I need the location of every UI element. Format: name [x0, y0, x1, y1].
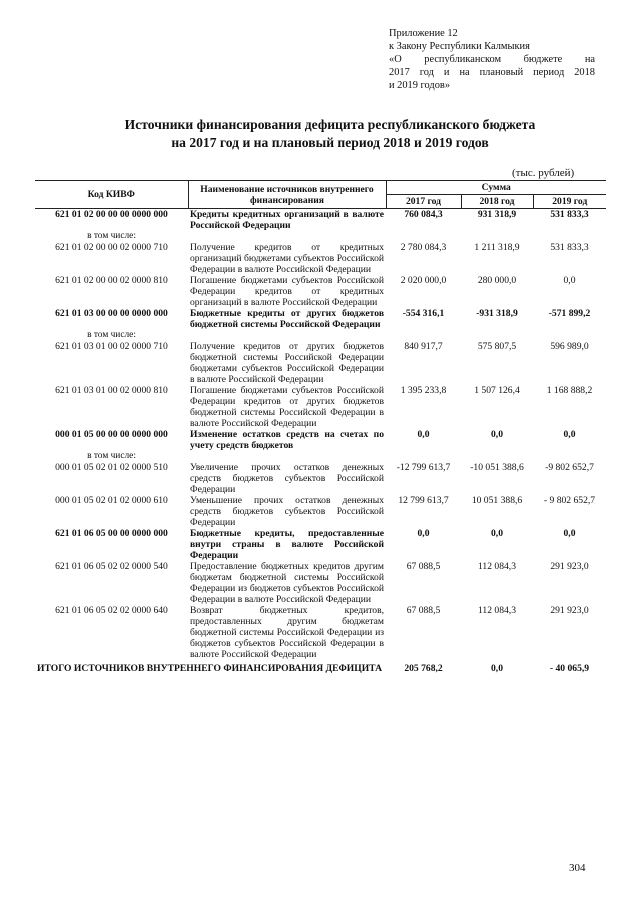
- row-2019: 0,0: [563, 528, 576, 539]
- row-2017: 2 020 000,0: [400, 275, 447, 286]
- row-2017: 760 084,3: [404, 209, 443, 220]
- row-2017: 12 799 613,7: [398, 495, 449, 506]
- row-code: 621 01 06 05 02 02 0000 540: [55, 561, 168, 572]
- row-name: Увеличение прочих остатков денежных средств бюджетов субъектов Российской Федерации: [190, 462, 384, 495]
- appendix-line: 2017 год и на плановый период 2018: [389, 67, 595, 78]
- table-body: [35, 209, 606, 675]
- row-2017: -554 316,1: [402, 308, 445, 319]
- row-name: Погашение бюджетами субъектов Российской Федерации кредитов от кредитных организаций в валюте Российской Федерации: [190, 275, 384, 308]
- table-row: [35, 605, 606, 660]
- row-2018: 575 807,5: [477, 341, 517, 352]
- table-row: [35, 275, 606, 308]
- row-2018: 0,0: [491, 528, 503, 539]
- row-2019: 0,0: [563, 275, 576, 286]
- appendix-line: Приложение 12: [389, 28, 458, 39]
- appendix-line: «О республиканском бюджете на: [389, 54, 595, 65]
- appendix-note: [389, 27, 595, 92]
- subheading-row: [35, 231, 606, 242]
- header-sum: Сумма: [386, 181, 606, 195]
- appendix-line: и 2019 годов»: [389, 80, 451, 91]
- row-2019: 1 168 888,2: [546, 385, 593, 396]
- financing-table: [35, 180, 606, 674]
- subheading-row: [35, 330, 606, 341]
- row-2019: 0,0: [563, 429, 576, 440]
- row-2018: 0,0: [491, 429, 503, 440]
- row-2018: 1 507 126,4: [474, 385, 520, 396]
- row-2019: 291 923,0: [550, 561, 589, 572]
- total-row: [35, 660, 606, 674]
- row-name: Погашение бюджетами субъектов Российской Федерации кредитов от других бюджетов бюджетной системы Российской Федерации в валюте Российской Федерации: [190, 385, 384, 429]
- row-name: Уменьшение прочих остатков денежных средств бюджетов субъектов Российской Федерации: [190, 495, 384, 528]
- row-2019: -571 899,2: [548, 308, 591, 319]
- row-name: Возврат бюджетных кредитов, предоставленных другим бюджетам бюджетной системы Российской Федерации из бюджетов субъектов Российской Федерации в валюте Российской Федерации: [190, 605, 384, 660]
- row-code: 621 01 03 00 00 00 0000 000: [55, 308, 168, 319]
- row-name: Бюджетные кредиты от других бюджетов бюджетной системы Российской Федерации: [190, 308, 384, 330]
- row-code: 000 01 05 02 01 02 0000 610: [55, 495, 168, 506]
- table-row: [35, 561, 606, 605]
- row-name: Изменение остатков средств на счетах по учету средств бюджетов: [190, 429, 384, 451]
- units-label: (тыс. рублей): [512, 167, 575, 179]
- table-row: [35, 462, 606, 495]
- row-2019: 291 923,0: [550, 605, 589, 616]
- row-2019: 531 833,3: [550, 242, 589, 253]
- row-2017: 67 088,5: [406, 605, 441, 616]
- total-label: ИТОГО ИСТОЧНИКОВ ВНУТРЕННЕГО ФИНАНСИРОВАНИЯ ДЕФИЦИТА: [37, 663, 383, 674]
- row-name: Предоставление бюджетных кредитов другим бюджетам бюджетной системы Российской Федерации из бюджетов субъектов Российской Федерации в валюте Российской Федерации: [190, 561, 384, 605]
- table-row: [35, 528, 606, 561]
- appendix-line: к Закону Республики Калмыкия: [389, 41, 530, 52]
- row-2018: 1 211 318,9: [474, 242, 520, 253]
- row-code: 621 01 06 05 00 00 0000 000: [55, 528, 168, 539]
- document-title: [60, 116, 600, 152]
- header-2018: 2018 год: [461, 195, 533, 209]
- row-name: Бюджетные кредиты, предоставленные внутри страны в валюте Российской Федерации: [190, 528, 384, 561]
- including-label: в том числе:: [87, 330, 136, 340]
- header-name: Наименование источников внутреннего финансирования: [188, 181, 386, 209]
- row-code: 000 01 05 00 00 00 0000 000: [55, 429, 168, 440]
- table-row: [35, 242, 606, 275]
- header-code: Код КИВФ: [35, 181, 188, 209]
- row-2017: 0,0: [417, 528, 430, 539]
- including-label: в том числе:: [87, 231, 136, 241]
- row-2019: 596 989,0: [550, 341, 589, 352]
- row-code: 621 01 03 01 00 02 0000 810: [55, 385, 168, 396]
- total-2017: 205 768,2: [404, 663, 443, 674]
- header-2019: 2019 год: [533, 195, 606, 209]
- table-row: [35, 341, 606, 385]
- row-2018: 112 084,3: [477, 561, 517, 572]
- row-2017: 67 088,5: [406, 561, 441, 572]
- row-code: 621 01 02 00 00 00 0000 000: [55, 209, 168, 220]
- title-line-2: на 2017 год и на плановый период 2018 и 2019 годов: [171, 135, 489, 150]
- table-row: [35, 429, 606, 451]
- row-2018: 280 000,0: [477, 275, 517, 286]
- row-code: 621 01 02 00 00 02 0000 810: [55, 275, 168, 286]
- row-2018: -10 051 388,6: [470, 462, 524, 473]
- including-label: в том числе:: [87, 451, 136, 461]
- row-2017: -12 799 613,7: [396, 462, 451, 473]
- subheading-row: [35, 451, 606, 462]
- row-code: 621 01 02 00 00 02 0000 710: [55, 242, 168, 253]
- table-row: [35, 308, 606, 330]
- row-code: 621 01 03 01 00 02 0000 710: [55, 341, 168, 352]
- row-2017: 0,0: [417, 429, 430, 440]
- page-number: 304: [569, 862, 586, 874]
- table-row: [35, 495, 606, 528]
- row-name: Получение кредитов от других бюджетов бюджетной системы Российской Федерации бюджетами субъектов Российской Федерации в валюте Российской Федерации: [190, 341, 384, 385]
- row-2018: 10 051 388,6: [471, 495, 523, 506]
- row-2017: 1 395 233,8: [400, 385, 447, 396]
- row-2018: 112 084,3: [477, 605, 517, 616]
- table-row: [35, 209, 606, 232]
- table-row: [35, 385, 606, 429]
- total-2018: 0,0: [491, 663, 503, 674]
- row-2019: -9 802 652,7: [545, 462, 594, 473]
- row-2018: 931 318,9: [477, 209, 517, 220]
- title-line-1: Источники финансирования дефицита республиканского бюджета: [124, 117, 536, 132]
- row-2019: - 9 802 652,7: [543, 495, 596, 506]
- total-2019: - 40 065,9: [549, 663, 590, 674]
- row-code: 621 01 06 05 02 02 0000 640: [55, 605, 168, 616]
- row-2017: 2 780 084,3: [400, 242, 447, 253]
- row-name: Получение кредитов от кредитных организаций бюджетами субъектов Российской Федерации в валюте Российской Федерации: [190, 242, 384, 275]
- row-name: Кредиты кредитных организаций в валюте Российской Федерации: [190, 209, 384, 231]
- row-2017: 840 917,7: [404, 341, 443, 352]
- row-code: 000 01 05 02 01 02 0000 510: [55, 462, 168, 473]
- row-2019: 531 833,3: [550, 209, 589, 220]
- row-2018: -931 318,9: [476, 308, 518, 319]
- header-2017: 2017 год: [386, 195, 461, 209]
